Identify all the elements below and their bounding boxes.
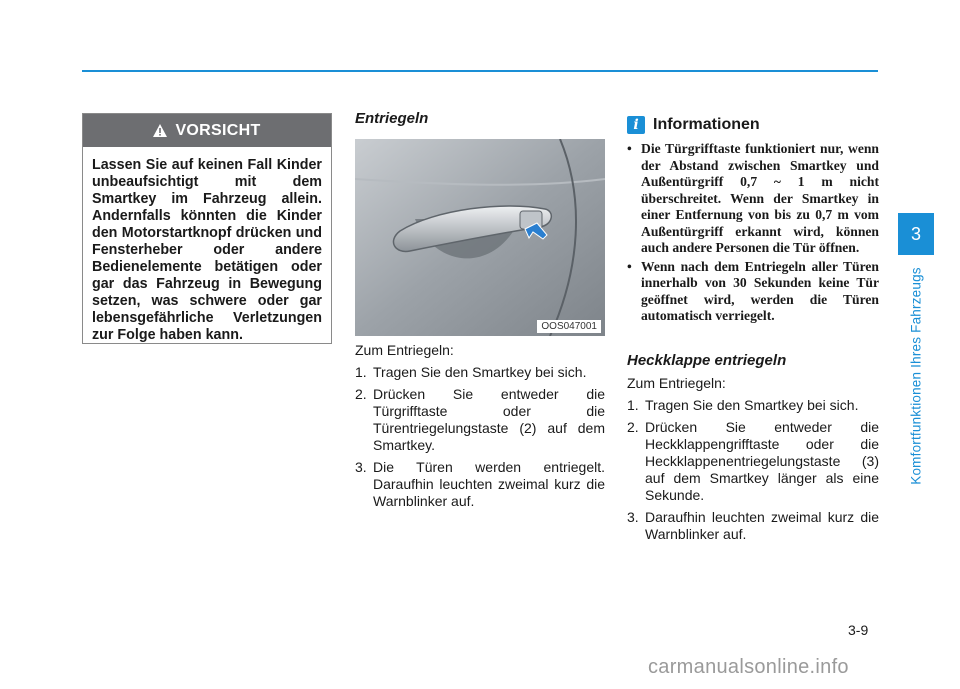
info-title: Informationen — [653, 116, 760, 133]
chapter-label: Komfortfunktionen Ihres Fahrzeugs — [908, 267, 924, 485]
step-text: Die Türen werden entriegelt. Daraufhin leuchten zweimal kurz die Warnblinker auf. — [373, 459, 605, 509]
watermark: carmanualsonline.info — [648, 656, 849, 678]
bullet-text: Wenn nach dem Entriegeln aller Türen innerhalb von 30 Sekunden keine Tür geöffnet wird, werden die Türen automatisch verriegelt. — [641, 258, 879, 323]
header-rule — [82, 70, 878, 72]
list-item — [627, 509, 879, 543]
step-text: Daraufhin leuchten zweimal kurz die Warnblinker auf. — [645, 508, 879, 542]
list-item — [355, 459, 605, 510]
chapter-tab: 3 — [898, 213, 934, 255]
heckklappe-heading: Heckklappe entriegeln — [627, 351, 787, 369]
door-handle-photo — [355, 139, 605, 336]
info-header — [627, 114, 879, 136]
info-icon: i — [627, 116, 645, 134]
entriegeln-heading: Entriegeln — [355, 110, 429, 127]
heckklappe-body — [627, 375, 879, 543]
list-item — [627, 419, 879, 504]
warning-icon — [153, 124, 167, 137]
page-number: 3-9 — [848, 622, 869, 638]
step-number: 3. — [355, 459, 367, 475]
entriegeln-body — [355, 342, 605, 515]
list-item — [627, 259, 879, 325]
step-number: 2. — [355, 386, 367, 402]
step-text: Tragen Sie den Smartkey bei sich. — [373, 364, 587, 380]
caution-header — [83, 114, 331, 147]
list-item — [355, 364, 605, 381]
step-number: 1. — [355, 364, 367, 380]
step-text: Drücken Sie entweder die Türgrifftaste oder die Türentriegelungstaste (2) auf dem Smartkey. — [373, 386, 605, 453]
caution-text: Lassen Sie auf keinen Fall Kinder unbeaufsichtigt mit dem Smartkey im Fahrzeug allein. Andernfalls könnten die Kinder den Motorstartknopf drücken und Fensterheber oder andere Bedienelemente betätigen oder gar das Fahrzeug in Bewegung setzen, was schwere oder gar lebensgefährliche Verletzungen zur Folge haben kann. — [92, 157, 322, 343]
bullet-dot: • — [627, 258, 632, 274]
right-column — [627, 114, 879, 548]
caution-title: VORSICHT — [175, 121, 261, 139]
bullet-text: Die Türgrifftaste funktioniert nur, wenn der Abstand zwischen Smartkey und Außentürgriff 0,7 ~ 1 m nicht überschreitet. Wenn der Smartkey in einer Entfernung von bis zu 0,7 m vom Außentürgriff erkannt wird, können auch andere Personen die Tür öffnen. — [641, 141, 879, 255]
info-bullets — [627, 141, 879, 325]
list-item — [355, 386, 605, 454]
bullet-dot: • — [627, 141, 632, 156]
caution-box — [82, 113, 332, 344]
image-code: OOS047001 — [537, 320, 601, 333]
list-item — [627, 397, 879, 414]
step-text: Drücken Sie entweder die Heckklappengrifftaste oder die Heckklappenentriegelungstaste (3) auf dem Smartkey länger als eine Sekunde. — [645, 418, 879, 503]
step-number: 3. — [627, 508, 639, 525]
list-item — [627, 141, 879, 257]
door-handle-illustration — [355, 139, 605, 336]
entriegeln-intro: Zum Entriegeln: — [355, 342, 454, 358]
entriegeln-section — [355, 110, 605, 127]
step-text: Tragen Sie den Smartkey bei sich. — [645, 396, 859, 413]
step-number: 2. — [627, 418, 639, 435]
step-number: 1. — [627, 396, 639, 413]
heckklappe-intro: Zum Entriegeln: — [627, 374, 726, 391]
